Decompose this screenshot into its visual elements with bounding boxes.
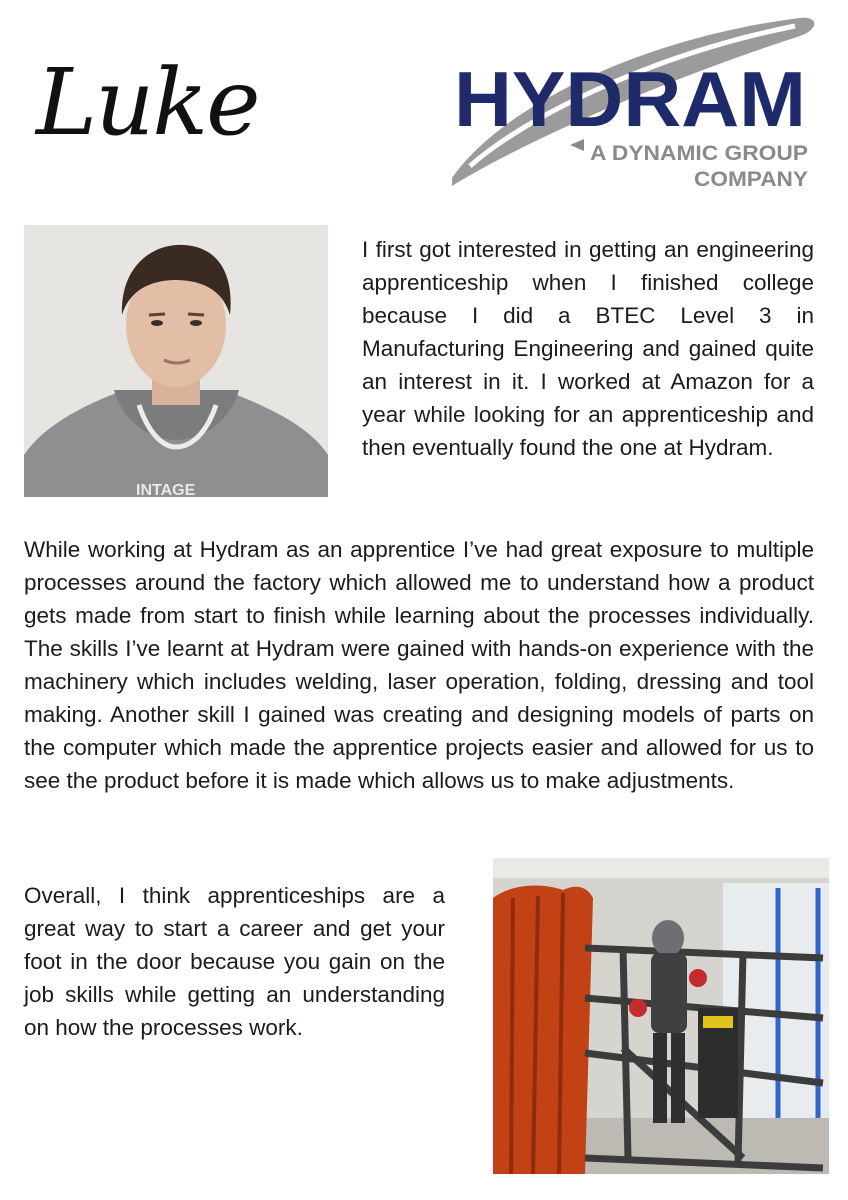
logo-wordmark: HYDRAM	[454, 55, 806, 143]
experience-paragraph: While working at Hydram as an apprentice I’ve had great exposure to multiple processes around the factory which allowed me to understand how a product gets made from start to finish while learning about the processes individually. The skills I’ve learnt at Hydram were gained with hands-on experience with the machinery which includes welding, laser operation, folding, dressing and tool making. Another skill I gained was creating and designing models of parts on the computer which made the apprentice projects easier and allowed for us to see the product before it is made which allows us to make adjustments.	[24, 537, 814, 793]
hoodie-print: INTAGE	[136, 482, 196, 497]
logo-tagline-line2: COMPANY	[694, 168, 808, 191]
intro-paragraph: I first got interested in getting an engineering apprenticeship when I finished college because I did a BTEC Level 3 in Manufacturing Engineering and gained quite an interest in it. I worked at Amazon for a year while looking for an apprenticeship and then eventually found the one at Hydram.	[362, 237, 814, 460]
name-title: Luke	[36, 49, 259, 156]
logo-tagline-line1: A DYNAMIC GROUP	[590, 142, 808, 165]
portrait-photo	[24, 225, 328, 497]
hydram-logo	[440, 8, 820, 198]
welding-workshop-photo	[493, 858, 829, 1174]
conclusion-paragraph: Overall, I think apprenticeships are a great way to start a career and get your foot in the door because you gain on the job skills while getting an understanding on how the processes work.	[24, 883, 445, 1040]
